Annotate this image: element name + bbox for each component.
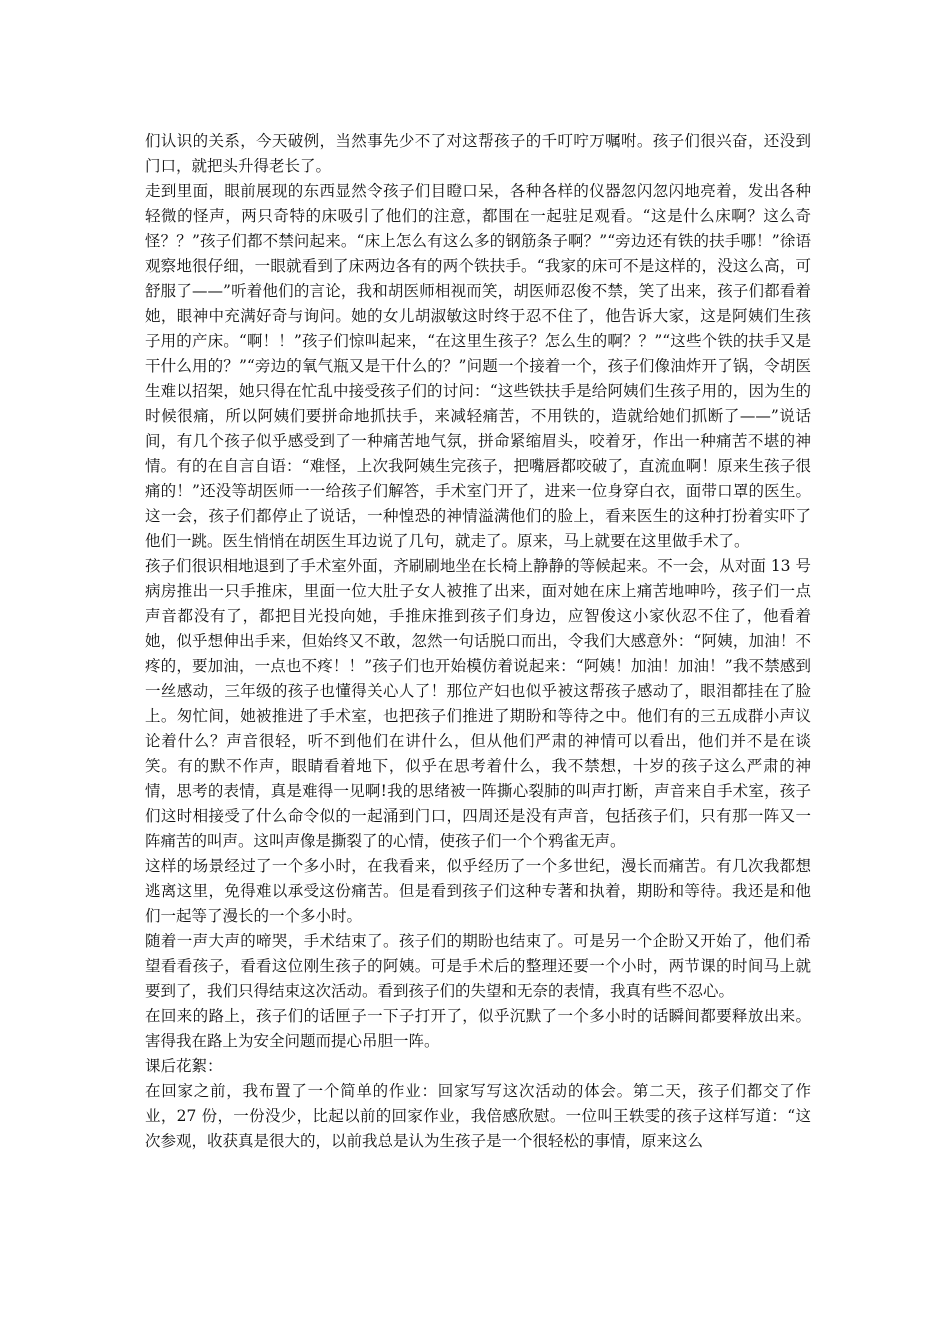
paragraph: 在回来的路上，孩子们的话匣子一下子打开了，似乎沉默了一个多小时的话瞬间都要释放出来。害得我在路上为安全问题而提心吊胆一阵。 [145,1007,811,1050]
paragraph: 这样的场景经过了一个多小时，在我看来，似乎经历了一个多世纪，漫长而痛苦。有几次我都想逃离这里，免得难以承受这份痛苦。但是看到孩子们这种专著和执着，期盼和等待。我还是和他们一起等了漫长的一个多小时。 [145,857,811,925]
paragraph: 在回家之前，我布置了一个简单的作业：回家写写这次活动的体会。第二天，孩子们都交了作业，27 份，一份没少，比起以前的回家作业，我倍感欣慰。一位叫王轶雯的孩子这样写道：“这次参观，收获真是很大的，以前我总是认为生孩子是一个很轻松的事情，原来这么 [145,1082,811,1150]
document-page [145,129,811,1154]
section-heading: 课后花絮： [145,1057,223,1075]
paragraph: 孩子们很识相地退到了手术室外面，齐刷刷地坐在长椅上静静的等候起来。不一会，从对面 13 号病房推出一只手推床，里面一位大肚子女人被推了出来，面对她在床上痛苦地呻吟，孩子们一点声音都没有了，都把目光投向她，手推床推到孩子们身边，应智俊这小家伙忍不住了，他看着她，似乎想伸出手来，但始终又不敢，忽然一句话脱口而出，令我们大感意外：“阿姨，加油！不疼的，要加油，一点也不疼！！”孩子们也开始模仿着说起来：“阿姨！加油！加油！”我不禁感到一丝感动，三年级的孩子也懂得关心人了！那位产妇也似乎被这帮孩子感动了，眼泪都挂在了脸上。匆忙间，她被推进了手术室，也把孩子们推进了期盼和等待之中。他们有的三五成群小声议论着什么？声音很轻，听不到他们在讲什么，但从他们严肃的神情可以看出，他们并不是在谈笑。有的默不作声，眼睛看着地下，似乎在思考着什么，我不禁想，十岁的孩子这么严肃的神情，思考的表情，真是难得一见啊!我的思绪被一阵撕心裂肺的叫声打断，声音来自手术室，孩子们这时相接受了什么命令似的一起涌到门口，四周还是没有声音，包括孩子们，只有那一阵又一阵痛苦的叫声。这叫声像是撕裂了的心情，使孩子们一个个鸦雀无声。 [145,557,811,850]
paragraph: 走到里面，眼前展现的东西显然令孩子们目瞪口呆，各种各样的仪器忽闪忽闪地亮着，发出各种轻微的怪声，两只奇特的床吸引了他们的注意，都围在一起驻足观看。“这是什么床啊？这么奇怪？？”孩子们都不禁问起来。“床上怎么有这么多的钢筋条子啊？”“旁边还有铁的扶手哪！”徐语观察地很仔细，一眼就看到了床两边各有的两个铁扶手。“我家的床可不是这样的，没这么高，可舒服了——”听着他们的言论，我和胡医师相视而笑，胡医师忍俊不禁，笑了出来，孩子们都看着她，眼神中充满好奇与询问。她的女儿胡淑敏这时终于忍不住了，他告诉大家，这是阿姨们生孩子用的产床。“啊！！”孩子们惊叫起来，“在这里生孩子？怎么生的啊？？”“这些个铁的扶手又是干什么用的？”“旁边的氧气瓶又是干什么的？”问题一个接着一个，孩子们像油炸开了锅，令胡医生难以招架，她只得在忙乱中接受孩子们的讨问：“这些铁扶手是给阿姨们生孩子用的，因为生的时候很痛，所以阿姨们要拼命地抓扶手，来减轻痛苦，不用铁的，造就给她们抓断了——”说话间，有几个孩子似乎感受到了一种痛苦地气氛，拼命紧缩眉头，咬着牙，作出一种痛苦不堪的神情。有的在自言自语：“难怪，上次我阿姨生完孩子，把嘴唇都咬破了，直流血啊！原来生孩子很痛的！”还没等胡医师一一给孩子们解答，手术室门开了，进来一位身穿白衣，面带口罩的医生。这一会，孩子们都停止了说话，一种惶恐的神情溢满他们的脸上，看来医生的这种打扮着实吓了他们一跳。医生悄悄在胡医生耳边说了几句，就走了。原来，马上就要在这里做手术了。 [145,182,811,550]
paragraph: 们认识的关系，今天破例，当然事先少不了对这帮孩子的千叮咛万嘱咐。孩子们很兴奋，还没到门口，就把头升得老长了。 [145,132,811,175]
paragraph: 随着一声大声的啼哭，手术结束了。孩子们的期盼也结束了。可是另一个企盼又开始了，他们希望看看孩子，看看这位刚生孩子的阿姨。可是手术后的整理还要一个小时，两节课的时间马上就要到了，我们只得结束这次活动。看到孩子们的失望和无奈的表情，我真有些不忍心。 [145,932,811,1000]
